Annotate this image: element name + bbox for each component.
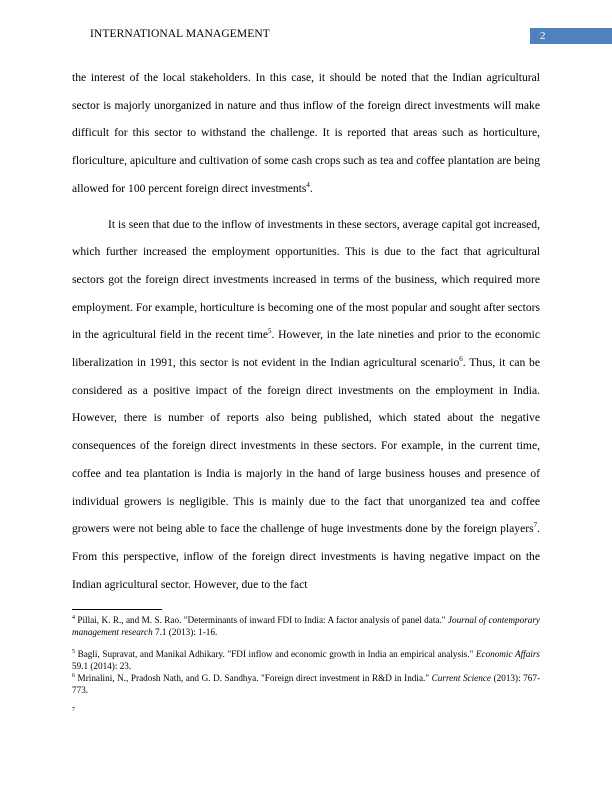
footnote-ref-7[interactable]: 7 <box>533 521 538 530</box>
footnotes <box>72 614 540 718</box>
footnote-4: $^4$ Pillai, K. R., and M. S. Rao. "Determinants of inward FDI to India: A factor analysis of panel data." Journal of contemporary management research 7.1 (2013): 1-16. <box>72 614 540 637</box>
footnote-ref-6[interactable]: 6 <box>459 355 463 364</box>
footnote-separator <box>72 609 162 610</box>
footnote-ref-4[interactable]: 4 <box>306 180 310 189</box>
paragraph-2: It is seen that due to the inflow of investments in these sectors, average capital got increased, which further increased the employment opportunities. This is due to the fact that agricultural sectors got the foreign direct investments increased in terms of the business, which required more employment. For example, horticulture is becoming one of the most popular and sought after sectors in the agricultural field in the recent time$^5$. However, in the late nineties and prior to the economic liberalization in 1991, this sector is not evident in the Indian agricultural scenario$^6$. Thus, it can be considered as a positive impact of the foreign direct investments on the employment in India. However, there is number of reports also being published, which stated about the negative consequences of the foreign direct investments in these sectors. For example, in the current time, coffee and tea plantation is India is majorly in the hand of large business houses and presence of individual growers is negligible. This is mainly due to the fact that unorganized tea and coffee growers were not being able to face the challenge of huge investments done by the foreign players$^7$. From this perspective, inflow of the foreign direct investments is having negative impact on the Indian agricultural sector. However, due to the fact <box>72 217 541 591</box>
footnote-7: 7 <box>72 706 75 713</box>
running-header-title: INTERNATIONAL MANAGEMENT <box>90 28 270 40</box>
footnote-6: $^6$ Mrinalini, N., Pradosh Nath, and G. D. Sandhya. "Foreign direct investment in R&D in India." Current Science (2013): 767-773. <box>72 672 541 695</box>
footnote-ref-5[interactable]: 5 <box>268 327 272 336</box>
paragraph-1: the interest of the local stakeholders. In this case, it should be noted that the Indian agricultural sector is majorly unorganized in nature and thus inflow of the foreign direct investments will make difficult for this sector to withstand the challenge. It is reported that areas such as horticulture, floriculture, apiculture and cultivation of some cash crops such as tea and coffee plantation are being allowed for 100 percent foreign direct investments$^4$. <box>72 71 540 195</box>
body-text <box>72 64 540 598</box>
page-number-box <box>530 28 612 44</box>
page-number: 2 <box>540 30 546 42</box>
footnote-5: $^5$ Bagli, Supravat, and Manikal Adhikary. "FDI inflow and economic growth in India an empirical analysis." Economic Affairs 59.1 (2014): 23. <box>72 648 540 671</box>
